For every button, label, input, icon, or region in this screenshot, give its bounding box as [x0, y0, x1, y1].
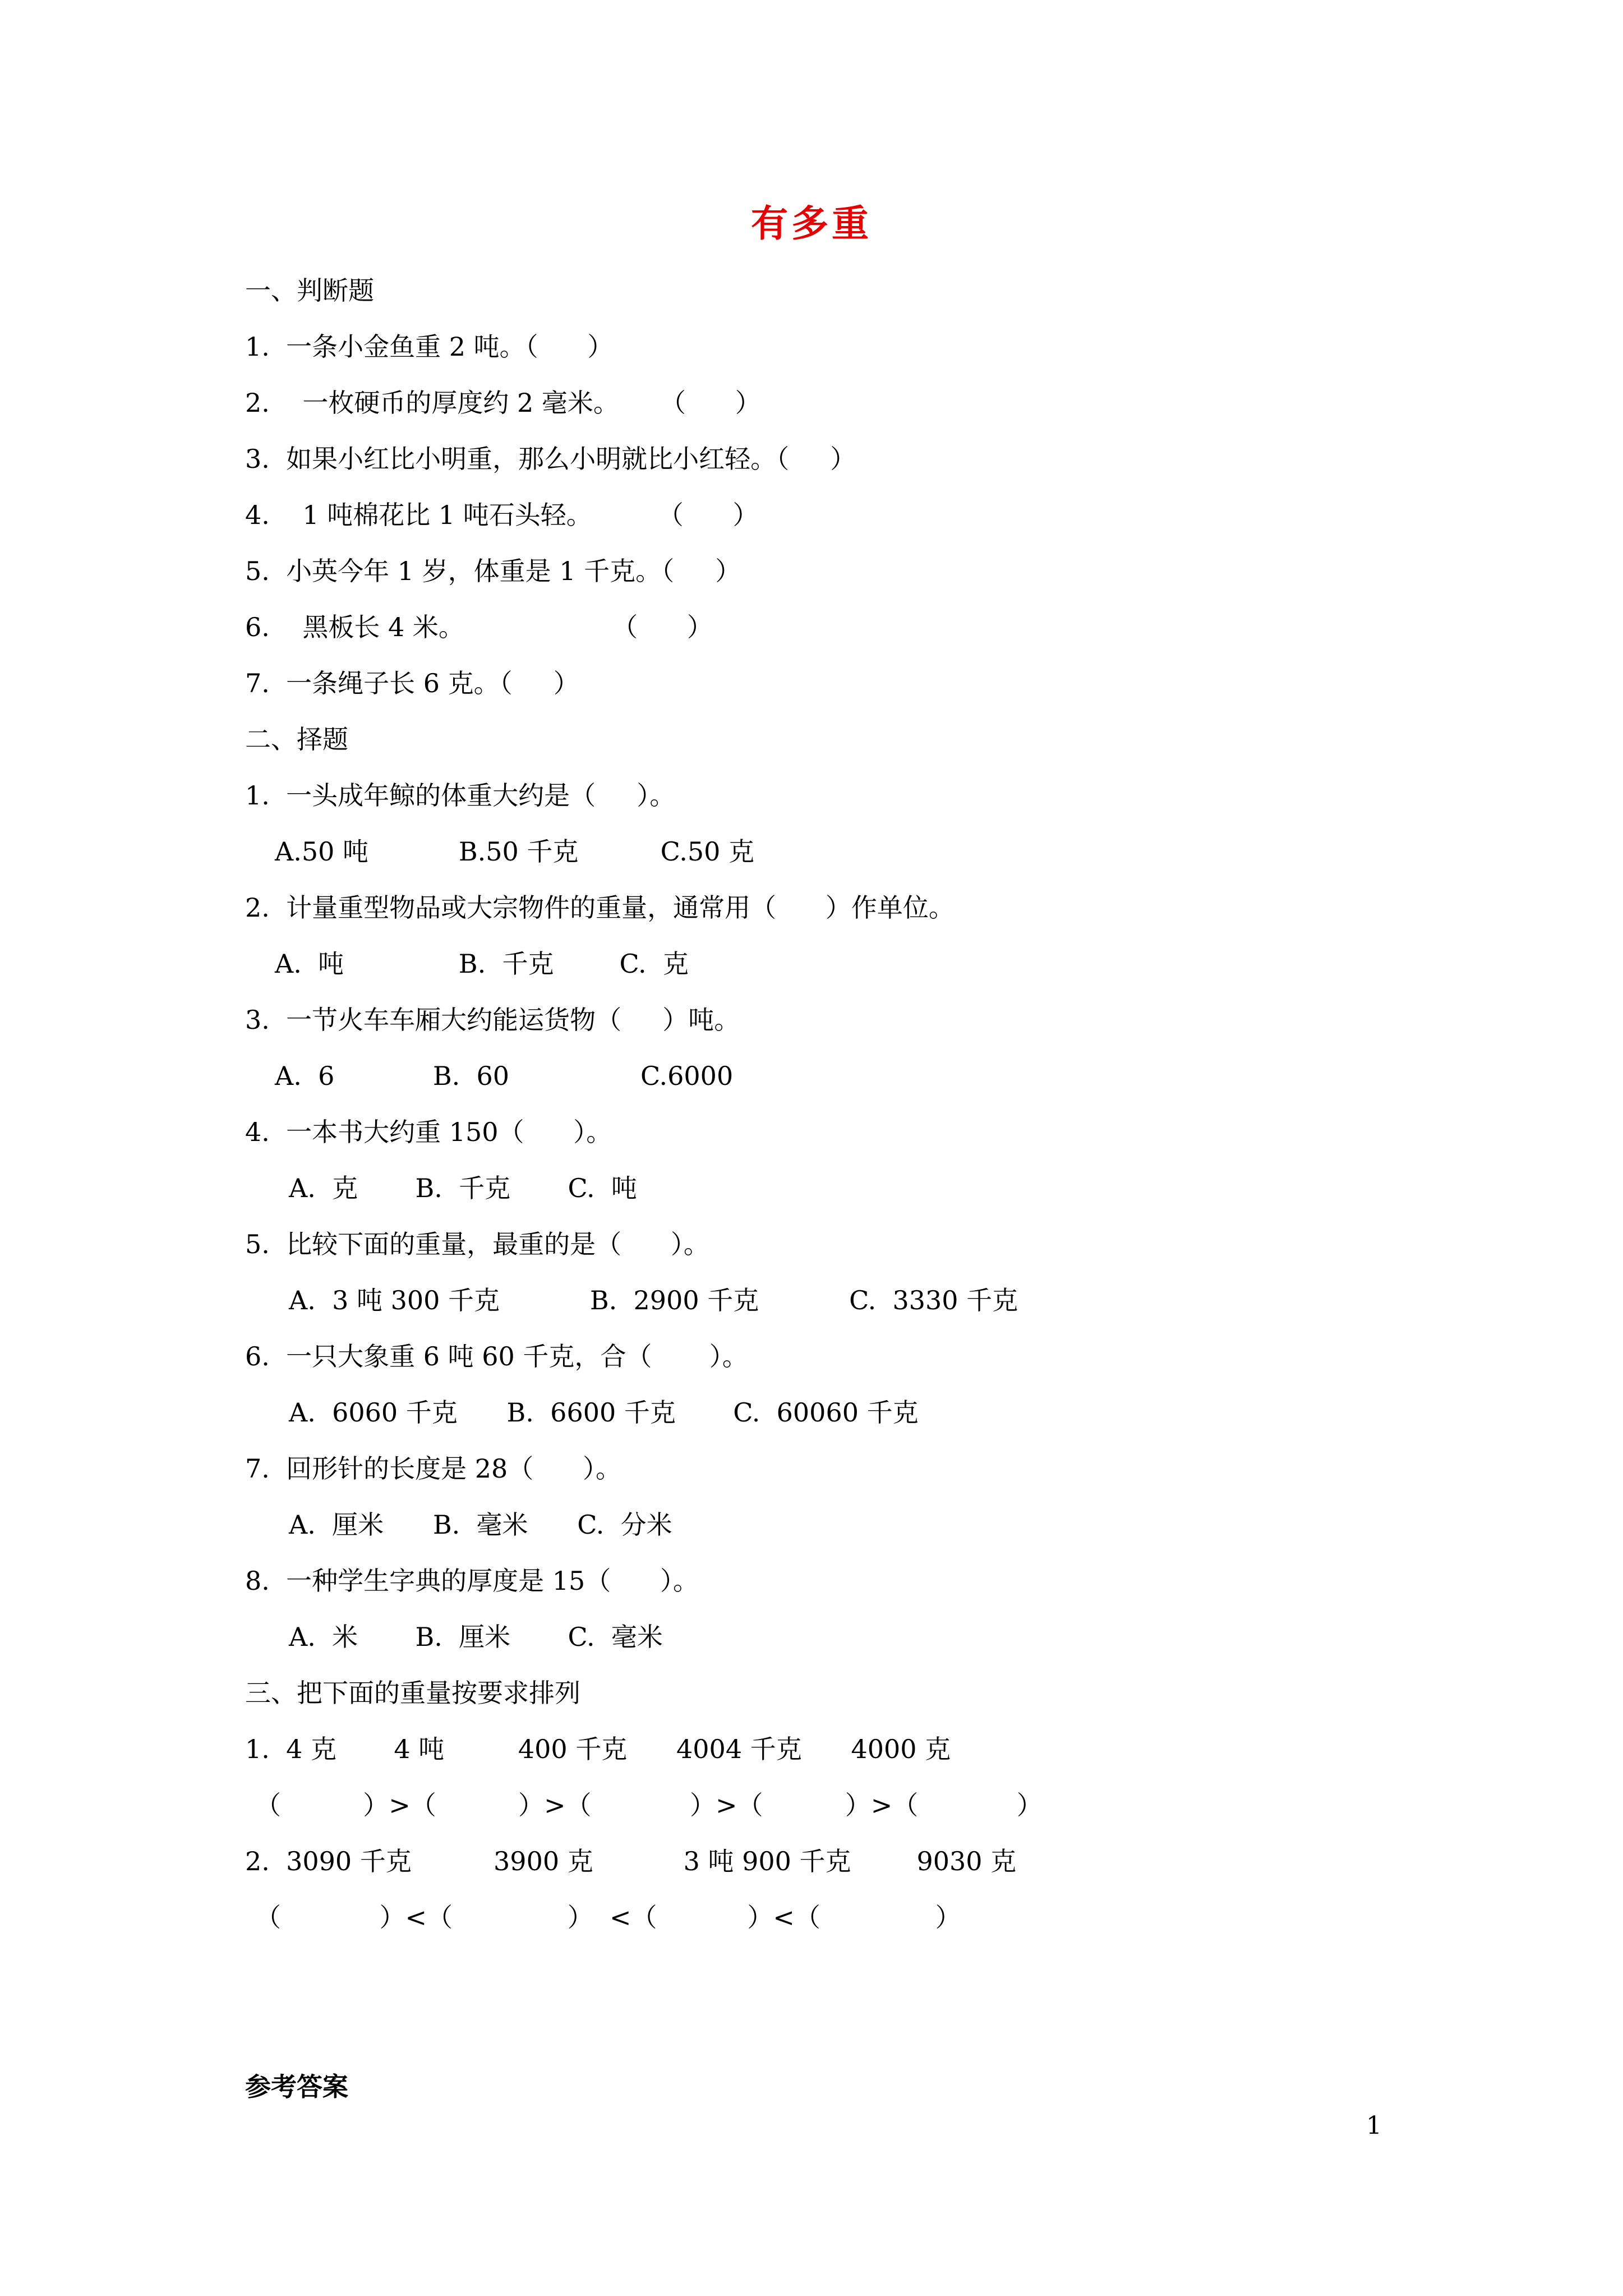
ordering-blanks: （ ）>（ ）>（ ）>（ ）>（ ） — [255, 1790, 1043, 1820]
choice-question-options: A. 6060 千克 B. 6600 千克 C. 60060 千克 — [289, 1397, 919, 1428]
ordering-items: 2. 3090 千克 3900 克 3 吨 900 千克 9030 克 — [245, 1846, 1017, 1876]
section-heading-choice: 二、择题 — [245, 724, 348, 754]
choice-question-stem: 5. 比较下面的重量，最重的是（ ）。 — [245, 1229, 709, 1259]
ordering-blanks: （ ）<（ ） <（ ）<（ ） — [255, 1902, 961, 1932]
choice-question-options: A. 米 B. 厘米 C. 毫米 — [289, 1622, 663, 1652]
choice-question-options: A. 3 吨 300 千克 B. 2900 千克 C. 3330 千克 — [289, 1285, 1018, 1315]
choice-question-stem: 2. 计量重型物品或大宗物件的重量，通常用（ ）作单位。 — [245, 892, 955, 923]
choice-question-options: A. 吨 B. 千克 C. 克 — [275, 949, 689, 979]
judgment-item: 2. 一枚硬币的厚度约 2 毫米。 （ ） — [245, 388, 761, 418]
section-heading-judgment: 一、判断题 — [245, 275, 374, 306]
judgment-item: 6. 黑板长 4 米。 （ ） — [245, 612, 713, 642]
choice-question-options: A. 厘米 B. 毫米 C. 分米 — [289, 1510, 672, 1540]
judgment-item: 5. 小英今年 1 岁，体重是 1 千克。（ ） — [245, 556, 741, 586]
judgment-item: 3. 如果小红比小明重，那么小明就比小红轻。（ ） — [245, 444, 856, 474]
page-title: 有多重 — [751, 201, 872, 245]
choice-question-stem: 8. 一种学生字典的厚度是 15（ ）。 — [245, 1566, 699, 1596]
choice-question-options: A. 克 B. 千克 C. 吨 — [289, 1173, 637, 1203]
judgment-item: 7. 一条绳子长 6 克。（ ） — [245, 668, 579, 698]
judgment-item: 1. 一条小金鱼重 2 吨。（ ） — [245, 332, 614, 362]
judgment-item: 4. 1 吨棉花比 1 吨石头轻。 （ ） — [245, 500, 759, 530]
page-number: 1 — [1366, 2111, 1382, 2140]
answers-heading: 参考答案 — [245, 2072, 348, 2102]
choice-question-stem: 3. 一节火车车厢大约能运货物（ ）吨。 — [245, 1005, 740, 1035]
choice-question-stem: 7. 回形针的长度是 28（ ）。 — [245, 1453, 622, 1484]
choice-question-stem: 4. 一本书大约重 150（ ）。 — [245, 1117, 612, 1147]
choice-question-options: A.50 吨 B.50 千克 C.50 克 — [275, 836, 754, 867]
section-heading-ordering: 三、把下面的重量按要求排列 — [245, 1678, 580, 1708]
choice-question-stem: 6. 一只大象重 6 吨 60 千克，合（ ）。 — [245, 1341, 748, 1372]
ordering-items: 1. 4 克 4 吨 400 千克 4004 千克 4000 克 — [245, 1734, 951, 1764]
choice-question-stem: 1. 一头成年鲸的体重大约是（ ）。 — [245, 780, 676, 811]
choice-question-options: A. 6 B. 60 C.6000 — [275, 1061, 734, 1091]
